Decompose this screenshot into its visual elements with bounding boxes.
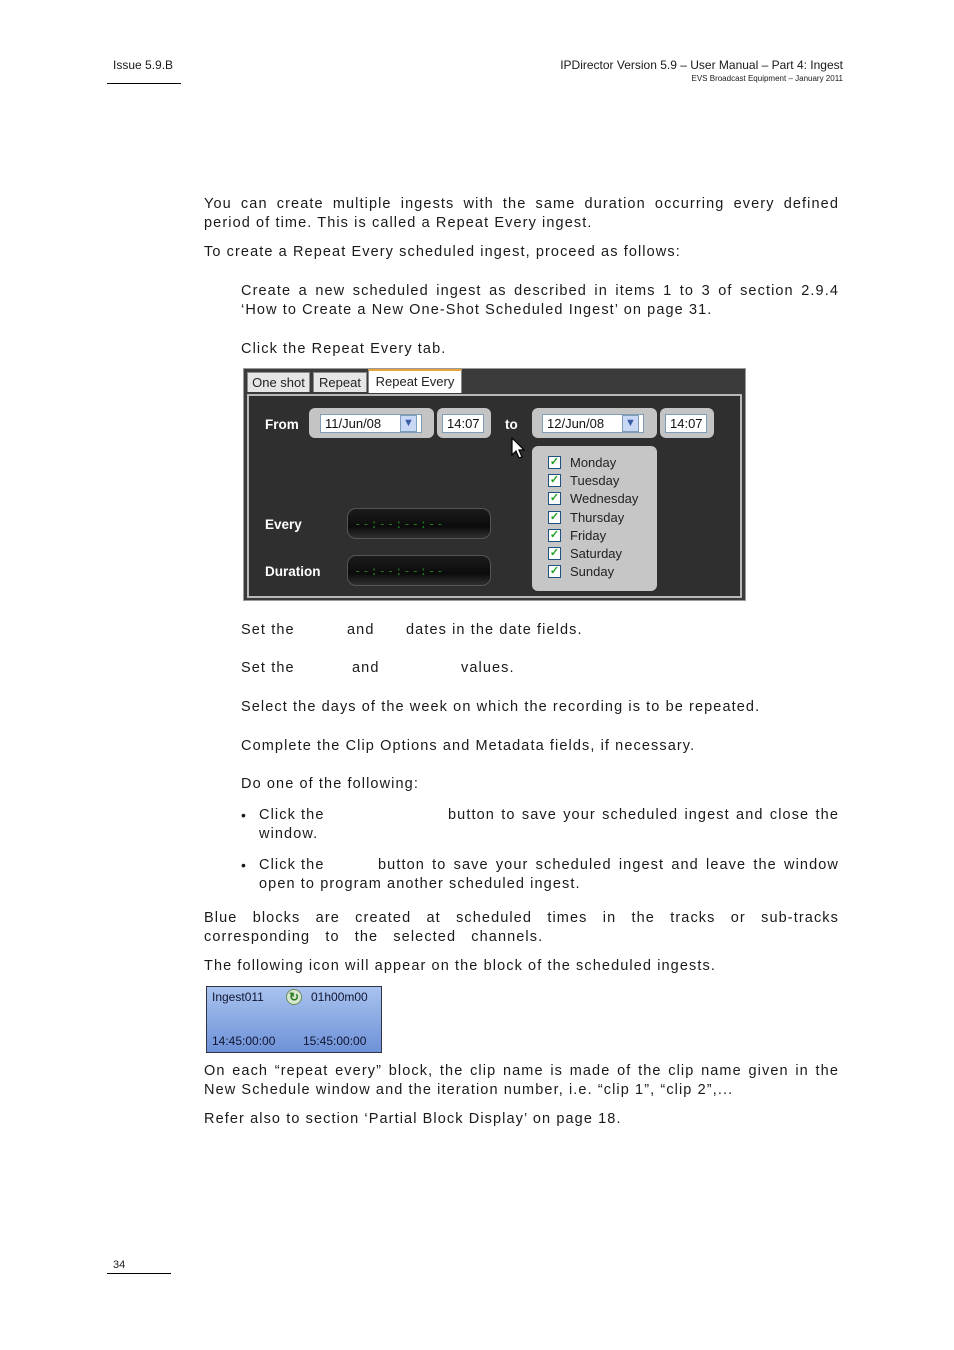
step-1: Create a new scheduled ingest as described in items 1 to 3 of section 2.9.4 ‘How to Create a New One-Shot Scheduled Ingest’ on page 31. — [241, 283, 839, 318]
block-end-timecode: 15:45:00:00 — [303, 1034, 367, 1048]
from-time-field[interactable]: 14:07 — [442, 414, 484, 433]
day-label: Sunday — [570, 564, 615, 580]
footer-divider — [107, 1273, 171, 1274]
from-label: From — [265, 417, 299, 432]
repeat-every-panel — [247, 394, 742, 598]
every-label: Every — [265, 517, 302, 532]
issue-label: Issue 5.9.B — [113, 58, 174, 72]
step-7: Do one of the following: — [241, 776, 419, 792]
days-of-week-panel — [532, 446, 657, 591]
block-duration: 01h00m00 — [311, 990, 368, 1004]
to-date-value: 12/Jun/08 — [547, 416, 605, 431]
bullet-dot: • — [241, 807, 246, 823]
step-6: Complete the Clip Options and Metadata fields, if necessary. — [241, 738, 696, 754]
tab-bar — [244, 369, 745, 393]
bullet-dot: • — [241, 857, 246, 873]
mouse-cursor-icon — [511, 437, 527, 461]
day-label: Saturday — [570, 546, 623, 561]
every-timecode-field[interactable]: --:--:--:-- — [347, 508, 491, 539]
repeat-every-dialog — [243, 368, 746, 601]
scheduled-ingest-block — [206, 986, 382, 1053]
step-3-text-c: dates in the date fields. — [406, 622, 583, 638]
block-clip-name: Ingest011 — [212, 990, 264, 1004]
duration-timecode-field[interactable]: --:--:--:-- — [347, 555, 491, 586]
repeat-icon: ↻ — [286, 989, 302, 1005]
step-4-text-c: values. — [461, 660, 515, 676]
checkmark-icon[interactable]: ✓ — [549, 492, 560, 505]
step-4-text-a: Set the — [241, 660, 295, 676]
tab-one-shot[interactable]: One shot — [247, 372, 310, 392]
step-5: Select the days of the week on which the recording is to be repeated. — [241, 699, 761, 715]
to-time-field[interactable]: 14:07 — [665, 414, 707, 433]
tab-repeat[interactable]: Repeat — [313, 372, 367, 392]
checkmark-icon[interactable]: ✓ — [549, 547, 560, 559]
bullet-1-text-a: Click the — [259, 807, 325, 823]
blue-blocks-paragraph: Blue blocks are created at scheduled times in the tracks or sub-tracks corresponding to the selected channels. — [204, 910, 839, 945]
bullet-2-text-b: button to save your scheduled ingest and leave the window open to program another scheduled ingest. — [259, 857, 839, 892]
duration-label: Duration — [265, 564, 321, 579]
chevron-down-icon[interactable]: ▼ — [622, 415, 639, 432]
checkmark-icon[interactable]: ✓ — [549, 565, 560, 578]
icon-paragraph: The following icon will appear on the block of the scheduled ingests. — [204, 958, 716, 974]
checkmark-icon[interactable]: ✓ — [549, 474, 560, 487]
checkmark-icon[interactable]: ✓ — [549, 510, 560, 523]
tab-repeat-every[interactable]: Repeat Every — [368, 369, 462, 393]
checkmark-icon[interactable]: ✓ — [549, 456, 560, 468]
repeat-block-paragraph: On each “repeat every” block, the clip name is made of the clip name given in the New Schedule window and the iteration number, i.e. “clip 1”, “clip 2”,... — [204, 1063, 839, 1098]
step-4-text-b: and — [352, 660, 380, 676]
doc-title: IPDirector Version 5.9 – User Manual – Part 4: Ingest — [560, 58, 843, 72]
refer-paragraph: Refer also to section ‘Partial Block Display’ on page 18. — [204, 1111, 622, 1127]
doc-subtitle: EVS Broadcast Equipment – January 2011 — [691, 74, 843, 83]
day-label: Wednesday — [570, 491, 639, 507]
step-3-text-b: and — [347, 622, 375, 638]
day-label: Friday — [570, 527, 607, 543]
day-label: Monday — [570, 455, 617, 470]
block-start-timecode: 14:45:00:00 — [212, 1034, 276, 1048]
header-divider — [107, 83, 181, 84]
chevron-down-icon[interactable]: ▼ — [400, 415, 417, 432]
bullet-1-text-b: button to save your scheduled ingest and close the window. — [259, 807, 839, 842]
step-3-text-a: Set the — [241, 622, 295, 638]
day-label: Thursday — [570, 509, 625, 525]
page-number: 34 — [113, 1259, 126, 1271]
intro-paragraph-2: To create a Repeat Every scheduled ingest, proceed as follows: — [204, 244, 681, 260]
bullet-2-text-a: Click the — [259, 857, 325, 873]
doc-header — [560, 58, 843, 83]
step-2: Click the Repeat Every tab. — [241, 341, 447, 357]
intro-paragraph-1: You can create multiple ingests with the same duration occurring every defined period of time. This is called a Repeat Every ingest. — [204, 196, 839, 231]
day-label: Tuesday — [570, 473, 620, 489]
to-label: to — [505, 417, 518, 432]
checkmark-icon[interactable]: ✓ — [549, 528, 560, 541]
from-date-value: 11/Jun/08 — [325, 416, 382, 431]
